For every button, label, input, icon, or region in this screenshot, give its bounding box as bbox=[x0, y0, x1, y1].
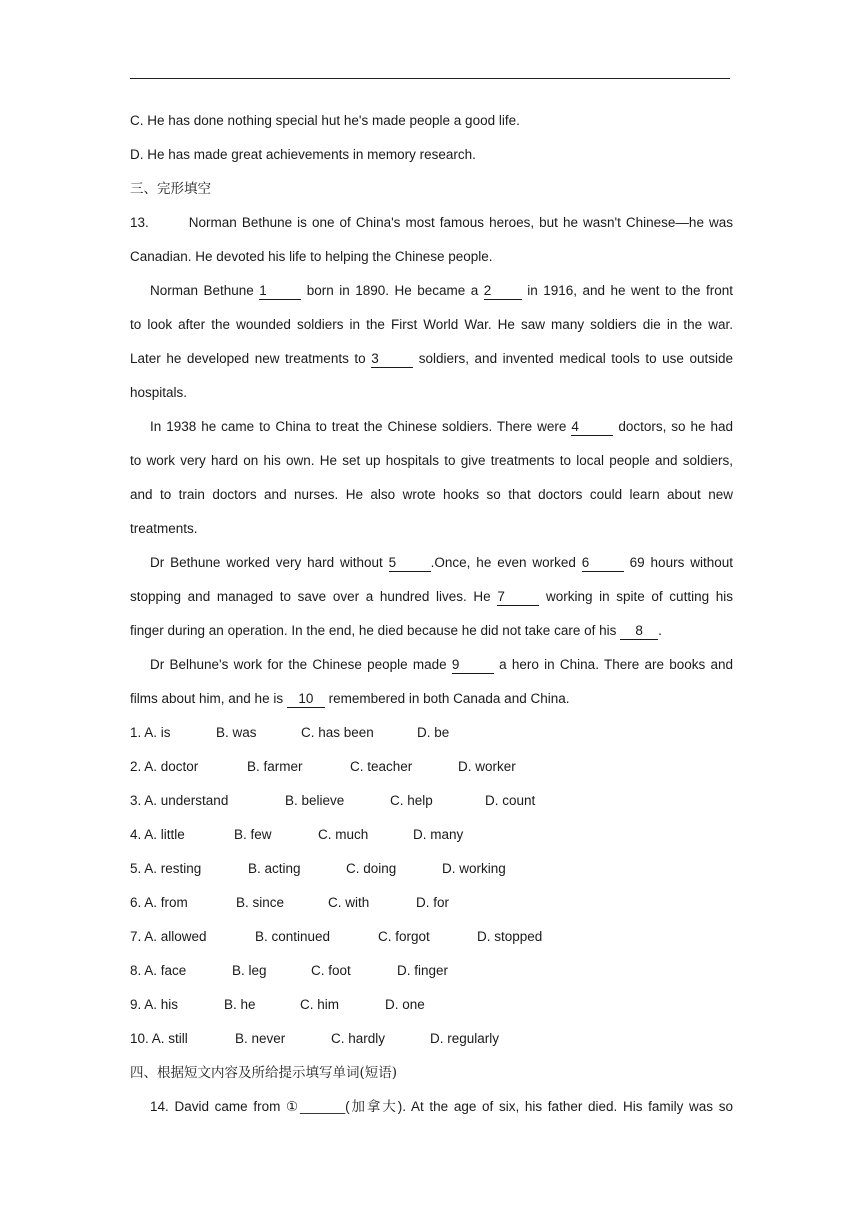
blank-1: 1 bbox=[259, 283, 301, 300]
passage-p3-line-2: stopping and managed to save over a hundred lives. He 7 working in spite of cutting his bbox=[130, 589, 733, 604]
options-row-9: 9. A. his B. he C. him D. one bbox=[130, 997, 425, 1012]
blank-5: 5 bbox=[389, 555, 431, 572]
passage-p1-line-2: to look after the wounded soldiers in the First World War. He saw many soldiers die in the war. bbox=[130, 317, 733, 332]
options-row-1: 1. A. is B. was C. has been D. be bbox=[130, 725, 450, 740]
passage-p1-line-4: hospitals. bbox=[130, 385, 188, 400]
passage-p1-line-1: Norman Bethune 1 born in 1890. He became a 2 in 1916, and he went to the front bbox=[150, 283, 733, 298]
blank-9: 9 bbox=[452, 657, 494, 674]
blank-3: 3 bbox=[371, 351, 413, 368]
options-row-6: 6. A. from B. since C. with D. for bbox=[130, 895, 450, 910]
options-row-2: 2. A. doctor B. farmer C. teacher D. worker bbox=[130, 759, 516, 774]
passage-p2-line-1: In 1938 he came to China to treat the Chinese soldiers. There were 4 doctors, so he had bbox=[150, 419, 733, 434]
q13-intro-line-1: 13. Norman Bethune is one of China's most famous heroes, but he wasn't Chinese—he was bbox=[130, 215, 733, 230]
passage-p2-line-3: and to train doctors and nurses. He also wrote hooks so that doctors could learn about new bbox=[130, 487, 733, 502]
options-row-5: 5. A. resting B. acting C. doing D. working bbox=[130, 861, 506, 876]
header-rule bbox=[130, 78, 730, 79]
passage-p2-line-4: treatments. bbox=[130, 521, 198, 536]
option-c-text: C. He has done nothing special hut he's made people a good life. bbox=[130, 113, 520, 128]
q13-intro-line-2: Canadian. He devoted his life to helping the Chinese people. bbox=[130, 249, 493, 264]
options-row-3: 3. A. understand B. believe C. help D. count bbox=[130, 793, 536, 808]
passage-p2-line-2: to work very hard on his own. He set up hospitals to give treatments to local people and soldiers, bbox=[130, 453, 733, 468]
blank-4: 4 bbox=[571, 419, 613, 436]
section-4-heading: 四、根据短文内容及所给提示填写单词(短语) bbox=[130, 1065, 398, 1081]
q14-blank-1: ①______ bbox=[286, 1099, 346, 1114]
passage-p1-line-3: Later he developed new treatments to 3 soldiers, and invented medical tools to use outside bbox=[130, 351, 733, 366]
passage-p4-line-1: Dr Belhune's work for the Chinese people made 9 a hero in China. There are books and bbox=[150, 657, 733, 672]
passage-p3-line-3: finger during an operation. In the end, he died because he did not take care of his 8 . bbox=[130, 623, 662, 638]
page-content bbox=[130, 104, 733, 1124]
options-row-4: 4. A. little B. few C. much D. many bbox=[130, 827, 464, 842]
options-row-8: 8. A. face B. leg C. foot D. finger bbox=[130, 963, 449, 978]
passage-p4-line-2: films about him, and he is 10 remembered in both Canada and China. bbox=[130, 691, 570, 706]
blank-10: 10 bbox=[287, 691, 325, 708]
option-d-text: D. He has made great achievements in memory research. bbox=[130, 147, 476, 162]
options-row-7: 7. A. allowed B. continued C. forgot D. stopped bbox=[130, 929, 543, 944]
blank-7: 7 bbox=[497, 589, 539, 606]
q13-number: 13. bbox=[130, 215, 149, 230]
q14-line-1: 14. David came from ①______(加拿大). At the age of six, his father died. His family was so bbox=[150, 1099, 733, 1114]
blank-2: 2 bbox=[484, 283, 522, 300]
section-3-heading: 三、完形填空 bbox=[130, 181, 211, 197]
options-row-10: 10. A. still B. never C. hardly D. regularly bbox=[130, 1031, 500, 1046]
passage-p3-line-1: Dr Bethune worked very hard without 5 .Once, he even worked 6 69 hours without bbox=[150, 555, 733, 570]
blank-8: 8 bbox=[620, 623, 658, 640]
blank-6: 6 bbox=[582, 555, 624, 572]
